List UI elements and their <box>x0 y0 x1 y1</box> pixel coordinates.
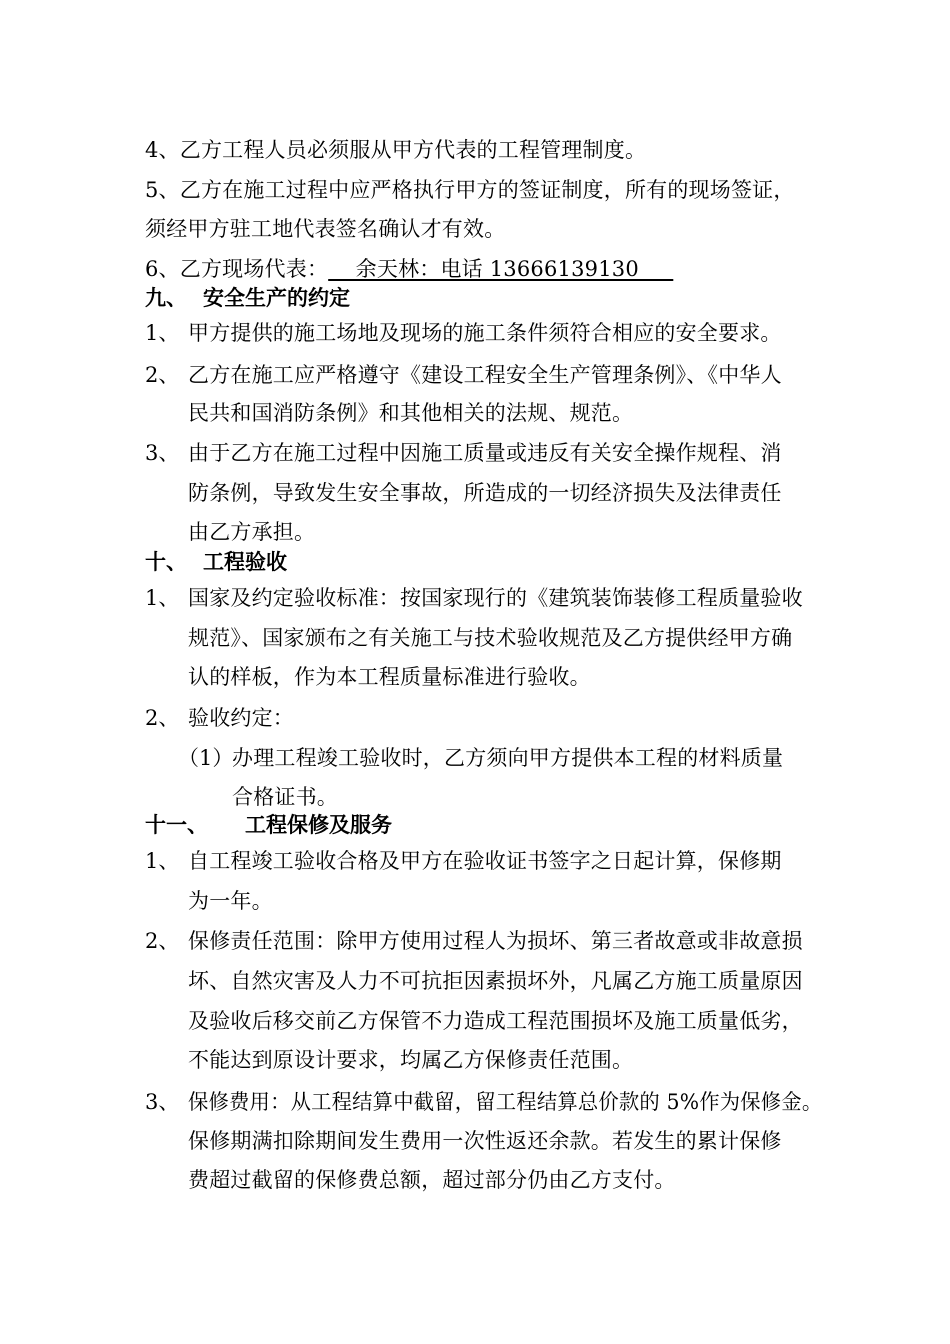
s11-item-2-line-4: 不能达到原设计要求，均属乙方保修责任范围。 <box>188 1048 634 1072</box>
section-9-title: 安全生产的约定 <box>203 286 350 310</box>
s9-item-1-line-1: 甲方提供的施工场地及现场的施工条件须符合相应的安全要求。 <box>188 321 782 345</box>
s10-item-2-number: 2、 <box>145 706 180 730</box>
s10-item-1-line-3: 认的样板，作为本工程质量标准进行验收。 <box>188 665 591 689</box>
s11-item-1-line-1: 自工程竣工验收合格及甲方在验收证书签字之日起计算，保修期 <box>188 849 782 873</box>
section-10-title: 工程验收 <box>203 550 287 574</box>
section-10-number: 十、 <box>145 550 187 574</box>
s11-item-1-line-2: 为一年。 <box>188 889 273 913</box>
s11-item-2-line-1: 保修责任范围：除甲方使用过程人为损坏、第三者故意或非故意损 <box>188 929 803 953</box>
clause-5-line-1: 5、乙方在施工过程中应严格执行甲方的签证制度，所有的现场签证， <box>145 178 795 202</box>
clause-4: 4、乙方工程人员必须服从甲方代表的工程管理制度。 <box>145 138 647 162</box>
s9-item-3-number: 3、 <box>145 441 180 465</box>
s10-item-2-line-1: 验收约定： <box>188 706 294 730</box>
s11-item-3-number: 3、 <box>145 1090 180 1114</box>
s10-item-1-line-1: 国家及约定验收标准：按国家现行的《建筑装饰装修工程质量验收 <box>188 586 803 610</box>
section-9-number: 九、 <box>145 286 187 310</box>
s9-item-2-number: 2、 <box>145 363 180 387</box>
s9-item-3-line-2: 防条例，导致发生安全事故，所造成的一切经济损失及法律责任 <box>188 481 782 505</box>
s11-item-2-line-3: 及验收后移交前乙方保管不力造成工程范围损坏及施工质量低劣， <box>188 1009 803 1033</box>
s11-item-2-number: 2、 <box>145 929 180 953</box>
s11-item-3-line-1: 保修费用：从工程结算中截留，留工程结算总价款的 5%作为保修金。 <box>188 1090 823 1114</box>
s11-item-3-line-2: 保修期满扣除期间发生费用一次性返还余款。若发生的累计保修 <box>188 1129 782 1153</box>
s10-item-1-number: 1、 <box>145 586 180 610</box>
section-11-number: 十一、 <box>145 813 208 837</box>
s11-item-3-line-3: 费超过截留的保修费总额，超过部分仍由乙方支付。 <box>188 1168 676 1192</box>
s10-sub-1-line-2: 合格证书。 <box>232 785 338 809</box>
s11-item-2-line-2: 坏、自然灾害及人力不可抗拒因素损坏外，凡属乙方施工质量原因 <box>188 969 803 993</box>
s9-item-2-line-2: 民共和国消防条例》和其他相关的法规、规范。 <box>188 401 634 425</box>
clause-6 <box>145 256 673 282</box>
s9-item-1-number: 1、 <box>145 321 180 345</box>
site-representative-value: 余天林：电话 13666139130 <box>328 257 674 281</box>
s9-item-3-line-1: 由于乙方在施工过程中因施工质量或违反有关安全操作规程、消 <box>188 441 782 465</box>
s9-item-3-line-3: 由乙方承担。 <box>188 520 316 544</box>
s11-item-1-number: 1、 <box>145 849 180 873</box>
clause-6-label: 6、乙方现场代表： <box>145 257 329 281</box>
clause-5-line-2: 须经甲方驻工地代表签名确认才有效。 <box>145 217 506 241</box>
section-11-title: 工程保修及服务 <box>245 813 392 837</box>
s10-sub-1-line-1: 办理工程竣工验收时，乙方须向甲方提供本工程的材料质量 <box>232 746 784 770</box>
s10-item-1-line-2: 规范》、国家颁布之有关施工与技术验收规范及乙方提供经甲方确 <box>188 626 793 650</box>
s9-item-2-line-1: 乙方在施工应严格遵守《建设工程安全生产管理条例》、《中华人 <box>188 363 782 387</box>
s10-sub-1-number: （1） <box>178 746 234 770</box>
